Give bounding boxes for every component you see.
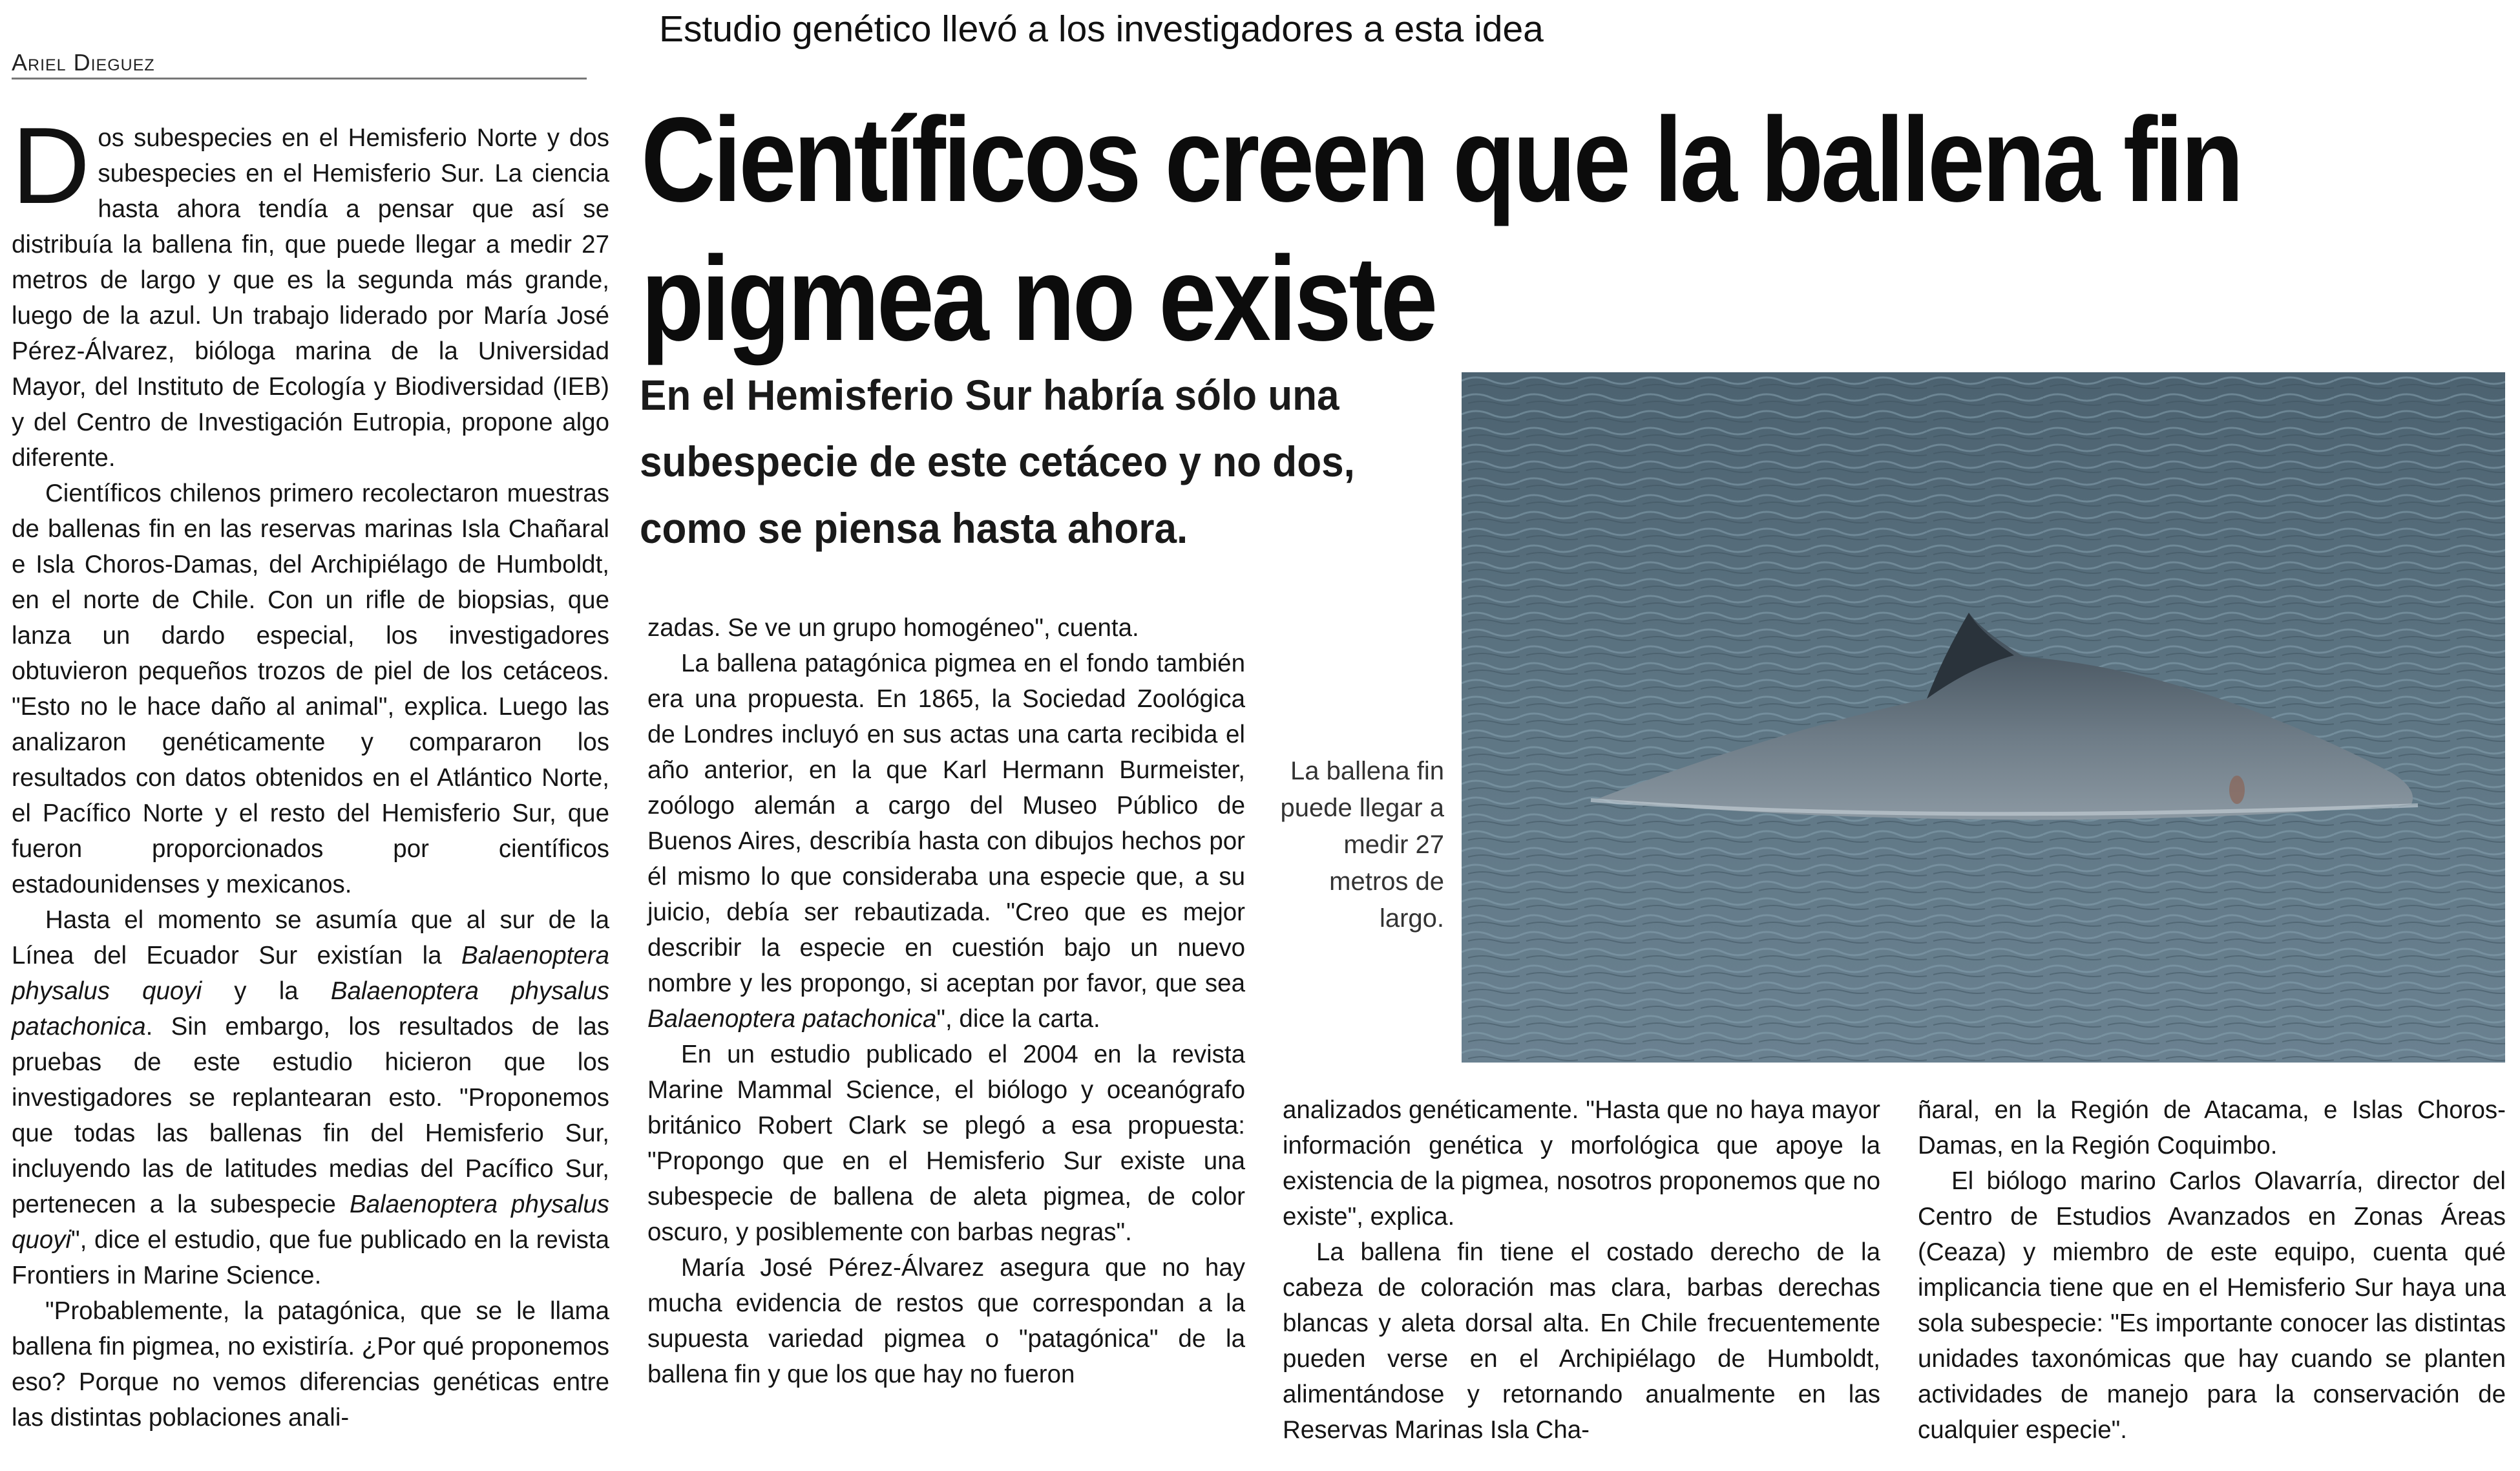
paragraph: La ballena fin tiene el costado derecho de la cabeza de coloración mas clara, barbas derechas blancas y aleta dorsal alta. En Chile frecuentemente pueden verse en el Archipiélago de Humboldt, alimentándose y retornando anualmente en las Reservas Marinas Isla Cha- <box>1283 1238 1880 1444</box>
species-name: Balaenoptera physalus quoyi <box>12 942 609 1005</box>
whale-photo <box>1462 372 2505 1063</box>
byline: Ariel Dieguez <box>12 49 587 79</box>
paragraph-text: os subespecies en el Hemisferio Norte y dos subespecies en el Hemisferio Sur. La ciencia hasta ahora tendía a pensar que así se distribuía la ballena fin, que puede llegar a medir 27 metros de largo y que es la segunda más grande, luego de la azul. Un trabajo liderado por María José Pérez-Álvarez, bióloga marina de la Universidad Mayor, del Instituto de Ecología y Biodiversidad (IEB) y del Centro de Investigación Eutropia, propone algo diferente. <box>12 124 609 472</box>
paragraph-text: La ballena patagónica pigmea en el fondo también era una propuesta. En 1865, la Sociedad Zoológica de Londres incluyó en sus actas una carta recibida el año anterior, en la que Karl Hermann Burmeister, zoólogo alemán a cargo del Museo Público de Buenos Aires, describía hasta con dibujos hechos por él mismo lo que consideraba una especie que, a su juicio, debía ser rebautizada. "Creo que es mejor describir la especie en cuestión bajo un nuevo nombre y les propongo, si aceptan por favor, que sea <box>647 650 1245 997</box>
article-column-2 <box>647 610 1245 1392</box>
paragraph-text: ", dice la carta. <box>936 1005 1100 1033</box>
paragraph <box>647 646 1245 1037</box>
species-name: Balaenoptera physalus patachonica <box>12 977 609 1041</box>
paragraph: María José Pérez-Álvarez asegura que no hay mucha evidencia de restos que correspondan a la supuesta variedad pigmea o "patagónica" de la ballena fin y que los que hay no fueron <box>647 1254 1245 1388</box>
paragraph <box>12 105 609 476</box>
article-column-4 <box>1918 1092 2506 1448</box>
species-name: Balaenoptera patachonica <box>647 1005 937 1033</box>
paragraph-text: ", dice el estudio, que fue publicado en la revista Frontiers in Marine Science. <box>12 1226 609 1289</box>
paragraph: El biólogo marino Carlos Olavarría, director del Centro de Estudios Avanzados en Zonas Áreas (Ceaza) y miembro de este equipo, cuenta qué implicancia tiene que en el Hemisferio Sur haya una sola subespecie: "Es importante conocer las distintas unidades taxonómicas que hay cuando se planten actividades de manejo para la conservación de cualquier especie". <box>1918 1167 2506 1444</box>
drop-cap: D <box>12 105 90 226</box>
article-kicker: Estudio genético llevó a los investigadores a esta idea <box>659 8 1544 50</box>
deck-subheadline: En el Hemisferio Sur habría sólo una subespecie de este cetáceo y no dos, como se piensa hasta ahora. <box>640 371 1355 552</box>
paragraph-text: Hasta el momento se asumía que al sur de la Línea del Ecuador Sur existían la <box>12 906 609 969</box>
paragraph-text: . Sin embargo, los resultados de las pruebas de este estudio hicieron que los investigadores se replantearan esto. "Proponemos que todas las ballenas fin del Hemisferio Sur, incluyendo las de latitudes medias del Pacífico Sur, pertenecen a la subespecie <box>12 1013 609 1218</box>
paragraph: En un estudio publicado el 2004 en la revista Marine Mammal Science, el biólogo y oceanógrafo británico Robert Clark se plegó a esa propuesta: "Propongo que en el Hemisferio Sur existe una subespecie de ballena de aleta pigmea, de color oscuro, y posiblemente con barbas negras". <box>647 1041 1245 1246</box>
paragraph: Científicos chilenos primero recolectaron muestras de ballenas fin en las reservas marinas Isla Chañaral e Isla Choros-Damas, del Archipiélago de Humboldt, en el norte de Chile. Con un rifle de biopsias, que lanza un dardo especial, los investigadores obtuvieron pequeños trozos de piel de los cetáceos. "Esto no le hace daño al animal", explica. Luego las analizaron genéticamente y compararon los resultados con datos obtenidos en el Atlántico Norte, el Pacífico Norte y el resto del Hemisferio Sur, que fueron proporcionados por científicos estadounidenses y mexicanos. <box>12 480 609 898</box>
photo-caption: La ballena fin puede llegar a medir 27 metros de largo. <box>1280 757 1444 933</box>
paragraph: ñaral, en la Región de Atacama, e Islas Choros-Damas, en la Región Coquimbo. <box>1918 1096 2506 1159</box>
paragraph <box>12 902 609 1293</box>
article-column-1 <box>12 105 609 1435</box>
paragraph: "Probablemente, la patagónica, que se le llama ballena fin pigmea, no existiría. ¿Por qué proponemos eso? Porque no vemos diferencias genéticas entre las distintas poblaciones anali- <box>12 1297 609 1432</box>
paragraph: zadas. Se ve un grupo homogéneo", cuenta. <box>647 614 1139 642</box>
headline: Científicos creen que la ballena fin pigmea no existe <box>641 93 2242 366</box>
paragraph: analizados genéticamente. "Hasta que no haya mayor información genética y morfológica que apoye la existencia de la pigmea, nosotros proponemos que no existe", explica. <box>1283 1096 1880 1231</box>
species-name: Balaenoptera physalus quoyi <box>12 1191 609 1254</box>
fin-whale-illustration <box>1462 372 2505 1063</box>
article-column-3 <box>1283 1092 1880 1448</box>
paragraph-text: y la <box>202 977 331 1005</box>
